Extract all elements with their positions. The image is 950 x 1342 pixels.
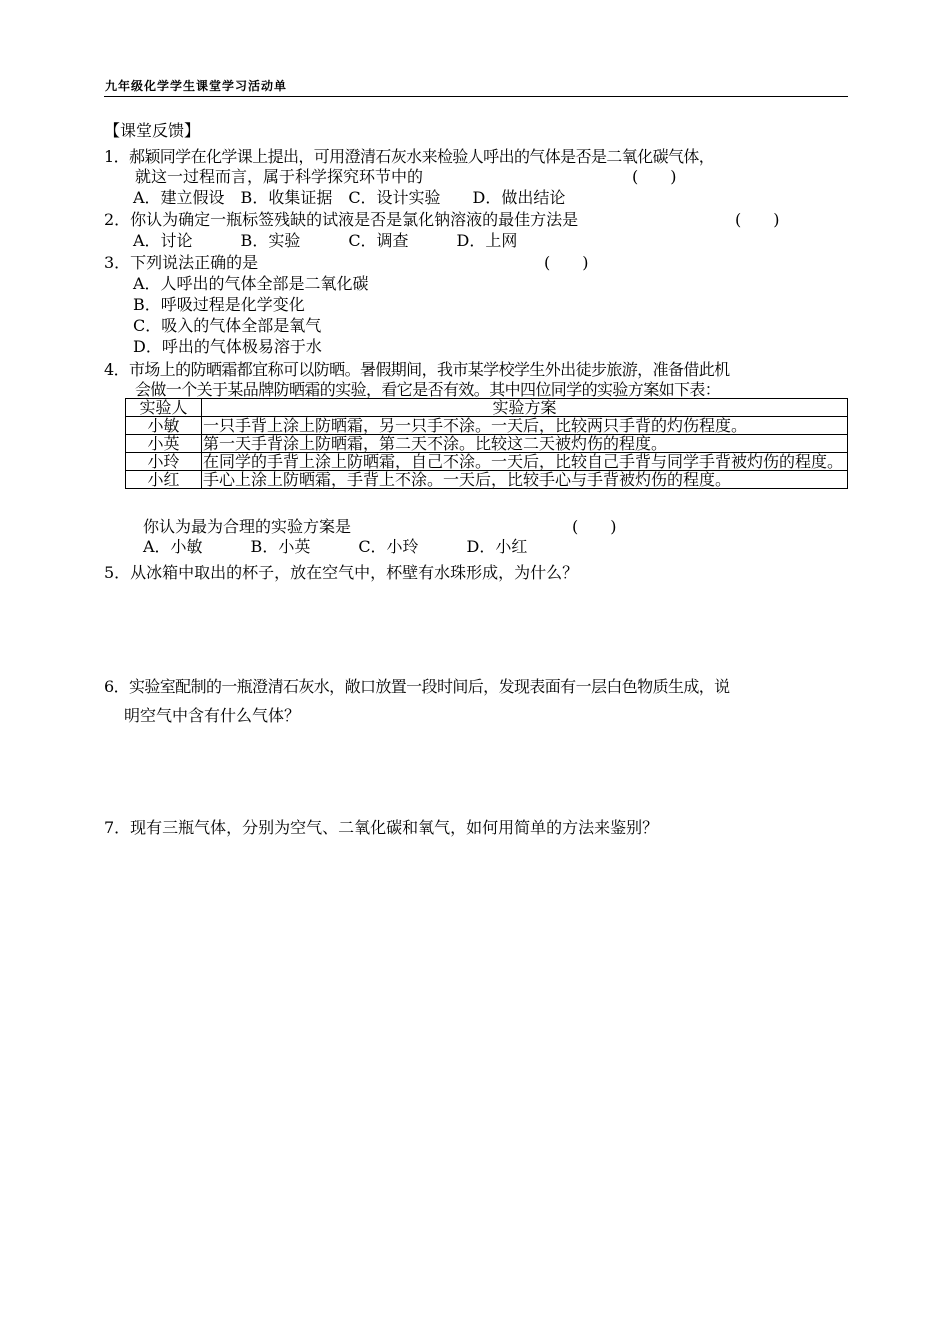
q2-answer-paren: ( )	[735, 210, 780, 229]
q3-option-d: D．呼出的气体极易溶于水	[133, 337, 322, 356]
table-cell-plan: 在同学的手背上涂上防晒霜，自己不涂。一天后，比较自己手背与同学手背被灼伤的程度。	[202, 453, 848, 471]
table-cell-plan: 手心上涂上防晒霜，手背上不涂。一天后，比较手心与手背被灼伤的程度。	[202, 471, 848, 489]
q1-stem-line2: 就这一过程而言，属于科学探究环节中的	[135, 167, 424, 186]
q6-stem-line2: 明空气中含有什么气体？	[124, 706, 301, 725]
table-cell-person: 小红	[126, 471, 202, 489]
q3-option-c: C．吸入的气体全部是氧气	[133, 316, 322, 335]
q3-option-b: B．呼吸过程是化学变化	[133, 295, 305, 314]
q6-stem-line1: 6．实验室配制的一瓶澄清石灰水，敞口放置一段时间后，发现表面有一层白色物质生成，说	[104, 677, 730, 696]
table-cell-person: 小敏	[126, 417, 202, 435]
q4-prompt: 你认为最为合理的实验方案是	[143, 517, 352, 536]
q2-stem: 2．你认为确定一瓶标签残缺的试液是否是氯化钠溶液的最佳方法是	[104, 210, 579, 229]
q4-stem-line2: 会做一个关于某品牌防晒霜的实验，看它是否有效。其中四位同学的实验方案如下表：	[135, 380, 721, 399]
q5-stem: 5．从冰箱中取出的杯子，放在空气中，杯壁有水珠形成，为什么？	[104, 563, 579, 582]
table-row	[126, 471, 848, 489]
q4-answer-paren: ( )	[572, 517, 617, 536]
page-header-title: 九年级化学学生课堂学习活动单	[105, 79, 288, 93]
q4-options: A．小敏 B．小英 C．小玲 D．小红	[143, 537, 528, 556]
table-header-person: 实验人	[126, 399, 202, 417]
header-rule	[104, 96, 848, 97]
table-cell-plan: 一只手背上涂上防晒霜，另一只手不涂。一天后，比较两只手背的灼伤程度。	[202, 417, 848, 435]
q4-stem-line1: 4．市场上的防晒霜都宜称可以防晒。暑假期间，我市某学校学生外出徒步旅游，准备借此机	[104, 360, 730, 379]
q7-stem: 7．现有三瓶气体，分别为空气、二氧化碳和氧气，如何用简单的方法来鉴别？	[104, 818, 659, 837]
table-row	[126, 453, 848, 471]
q4-experiment-table	[125, 398, 848, 489]
q3-answer-paren: ( )	[544, 253, 589, 272]
q3-option-a: A．人呼出的气体全部是二氧化碳	[133, 274, 369, 293]
q1-options: A．建立假设 B．收集证据 C．设计实验 D．做出结论	[133, 188, 566, 207]
table-cell-person: 小玲	[126, 453, 202, 471]
q1-stem-line1: 1．郝颖同学在化学课上提出，可用澄清石灰水来检验人呼出的气体是否是二氧化碳气体，	[104, 147, 715, 166]
q3-stem: 3．下列说法正确的是	[104, 253, 259, 272]
table-cell-plan: 第一天手背涂上防晒霜，第二天不涂。比较这二天被灼伤的程度。	[202, 435, 848, 453]
section-title: 【课堂反馈】	[104, 121, 201, 140]
q2-options: A．讨论 B．实验 C．调查 D．上网	[133, 231, 518, 250]
table-row	[126, 417, 848, 435]
table-row	[126, 435, 848, 453]
q1-answer-paren: ( )	[632, 167, 677, 186]
table-header-row	[126, 399, 848, 417]
table-cell-person: 小英	[126, 435, 202, 453]
table-header-plan: 实验方案	[202, 399, 848, 417]
